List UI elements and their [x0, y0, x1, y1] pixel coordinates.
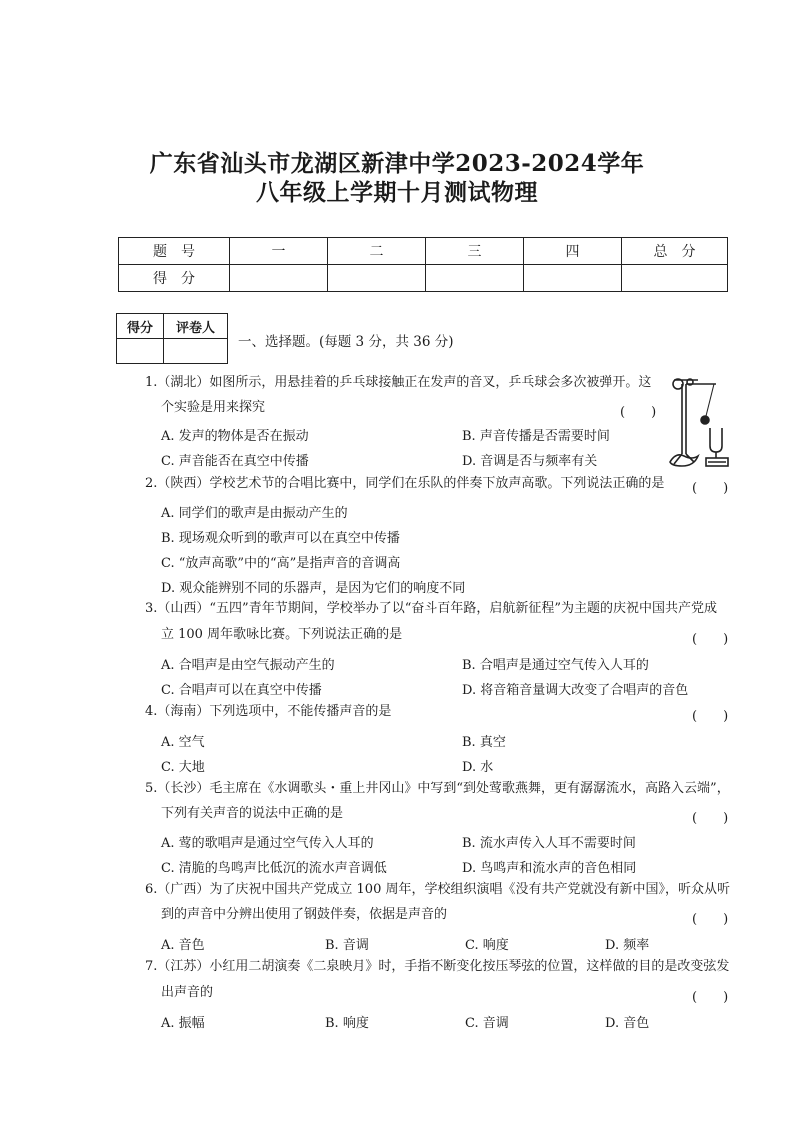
option-b: B. 真空 [462, 735, 506, 750]
answer-paren: ( ) [692, 632, 729, 647]
option-c: C. 响度 [465, 938, 509, 953]
option-a: A. 莺的歌唱声是通过空气传入人耳的 [161, 836, 374, 851]
score-cell[interactable] [622, 265, 728, 292]
option-c: C. “放声高歌”中的“高”是指声音的音调高 [161, 556, 401, 571]
score-header-1: 一 [230, 238, 328, 265]
option-d: D. 水 [462, 760, 494, 775]
answer-paren: ( ) [692, 990, 729, 1005]
option-a: A. 音色 [161, 938, 205, 953]
option-c: C. 合唱声可以在真空中传播 [161, 683, 322, 698]
option-b: B. 合唱声是通过空气传入人耳的 [462, 658, 649, 673]
option-c: C. 大地 [161, 760, 205, 775]
grader-score-label: 得分 [117, 314, 164, 339]
option-b: B. 声音传播是否需要时间 [462, 429, 610, 444]
score-row-label: 得 分 [119, 265, 230, 292]
grader-table [116, 313, 228, 364]
option-a: A. 振幅 [161, 1016, 205, 1031]
answer-paren: ( ) [692, 912, 729, 927]
option-d: D. 观众能辨别不同的乐器声，是因为它们的响度不同 [161, 581, 466, 596]
question-stem: 4.（海南）下列选项中，不能传播声音的是 [145, 704, 392, 719]
option-a: A. 合唱声是由空气振动产生的 [161, 658, 335, 673]
grader-name-cell[interactable] [164, 339, 228, 364]
question-stem: 6.（广西）为了庆祝中国共产党成立 100 周年，学校组织演唱《没有共产党就没有新中国》，听众从听 [145, 882, 730, 897]
question-stem: 2.（陕西）学校艺术节的合唱比赛中，同学们在乐队的伴奏下放声高歌。下列说法正确的是 [145, 476, 665, 491]
option-a: A. 同学们的歌声是由振动产生的 [161, 506, 348, 521]
option-c: C. 清脆的鸟鸣声比低沉的流水声音调低 [161, 861, 387, 876]
question-stem: 出声音的 [161, 985, 214, 1000]
score-cell[interactable] [524, 265, 622, 292]
question-stem: 5.（长沙）毛主席在《水调歌头・重上井冈山》中写到“到处莺歌燕舞，更有潺潺流水，高路入云端”， [145, 781, 730, 796]
answer-paren: ( ) [692, 709, 729, 724]
question-stem: 3.（山西）“五四”青年节期间，学校举办了以“奋斗百年路，启航新征程”为主题的庆祝中国共产党成 [145, 601, 717, 616]
score-cell[interactable] [328, 265, 426, 292]
option-b: B. 音调 [325, 938, 369, 953]
title-line-2: 八年级上学期十月测试物理 [256, 179, 538, 206]
answer-paren: ( ) [692, 811, 729, 826]
question-stem: 1.（湖北）如图所示，用悬挂着的乒乓球接触正在发声的音叉，乒乓球会多次被弹开。这 [145, 375, 652, 390]
question-stem: 立 100 周年歌咏比赛。下列说法正确的是 [161, 627, 403, 642]
option-d: D. 频率 [605, 938, 650, 953]
option-b: B. 现场观众听到的歌声可以在真空中传播 [161, 531, 400, 546]
score-cell[interactable] [426, 265, 524, 292]
option-b: B. 流水声传入人耳不需要时间 [462, 836, 636, 851]
option-b: B. 响度 [325, 1016, 369, 1031]
score-cell[interactable] [230, 265, 328, 292]
section-title: 一、选择题。(每题 3 分，共 36 分) [238, 334, 454, 350]
option-d: D. 将音箱音量调大改变了合唱声的音色 [462, 683, 689, 698]
question-stem: 到的声音中分辨出使用了钢鼓伴奏，依据是声音的 [161, 907, 448, 922]
option-d: D. 音调是否与频率有关 [462, 454, 598, 469]
option-c: C. 声音能否在真空中传播 [161, 454, 309, 469]
option-a: A. 发声的物体是否在振动 [161, 429, 309, 444]
score-header-2: 二 [328, 238, 426, 265]
title-line-1: 广东省汕头市龙湖区新津中学2023-2024学年 [149, 150, 645, 177]
score-header-4: 四 [524, 238, 622, 265]
score-header-total: 总 分 [622, 238, 728, 265]
answer-paren: ( ) [620, 405, 657, 420]
score-header-3: 三 [426, 238, 524, 265]
score-table [118, 237, 728, 292]
option-d: D. 音色 [605, 1016, 650, 1031]
answer-paren: ( ) [692, 481, 729, 496]
question-stem: 7.（江苏）小红用二胡演奏《二泉映月》时，手指不断变化按压琴弦的位置，这样做的目的是改变弦发 [145, 959, 730, 974]
option-c: C. 音调 [465, 1016, 509, 1031]
score-header-label: 题 号 [119, 238, 230, 265]
grader-score-cell[interactable] [117, 339, 164, 364]
tuning-fork-apparatus-figure [664, 372, 736, 472]
question-stem: 下列有关声音的说法中正确的是 [161, 806, 344, 821]
option-d: D. 鸟鸣声和流水声的音色相同 [462, 861, 637, 876]
grader-name-label: 评卷人 [164, 314, 228, 339]
option-a: A. 空气 [161, 735, 205, 750]
question-stem: 个实验是用来探究 [161, 400, 266, 415]
